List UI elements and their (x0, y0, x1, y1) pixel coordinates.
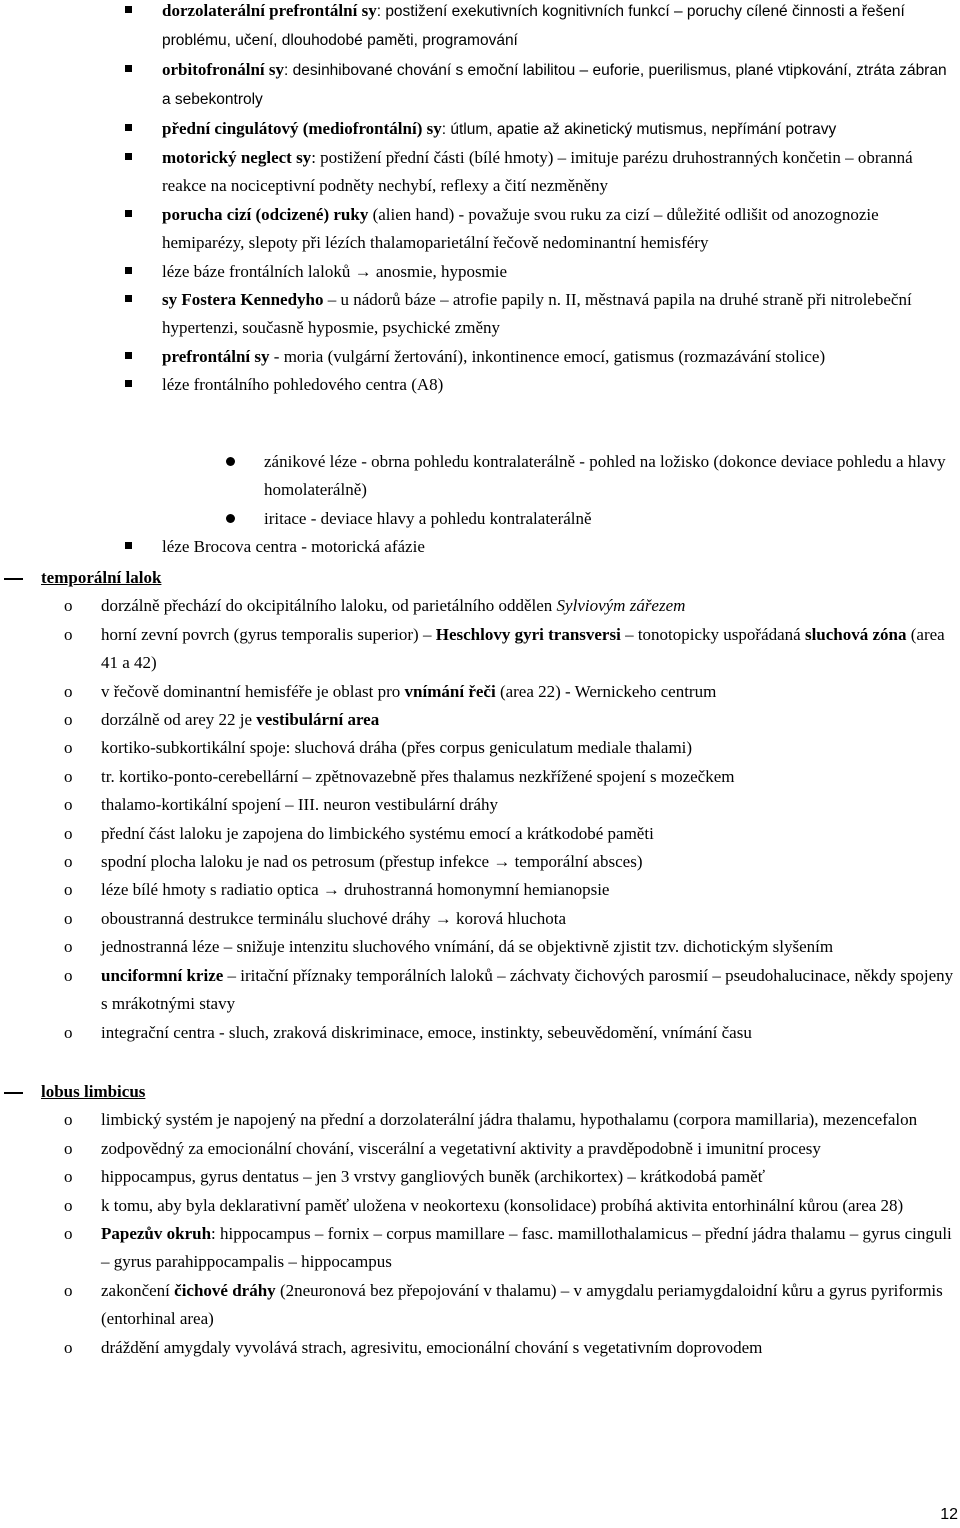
list-item (0, 286, 960, 343)
temporal-heading: temporální lalok (0, 564, 960, 592)
text-run: (alien hand) - považuje svou ruku za cizí – důležité odlišit od anozognozie hemiparézy, slepoty při lézích thalamoparietální řečově nedominantní hemisféry (162, 204, 879, 253)
o-bullet-icon: o (64, 852, 73, 872)
list-item (0, 1334, 960, 1362)
list-item (0, 1277, 960, 1334)
text-run: čichové dráhy (174, 1280, 276, 1300)
list-item (0, 343, 960, 371)
o-bullet-icon: o (64, 596, 73, 616)
list-item (0, 848, 960, 876)
text-run: zakončení (101, 1280, 175, 1300)
o-bullet-icon: o (64, 880, 73, 900)
text-run: jednostranná léze – snižuje intenzitu sluchového vnímání, dá se objektivně zjistit tzv. dichotickým slyšením (101, 937, 834, 957)
text-run: dorzálně přechází do okcipitálního laloku, od parietálního oddělen (101, 596, 557, 616)
list-item (0, 820, 960, 848)
list-item (0, 763, 960, 791)
text-run: v řečově dominantní hemisféře je oblast pro (101, 681, 405, 701)
text-run: (area 41 a 42) (101, 624, 945, 673)
o-bullet-icon: o (64, 965, 73, 985)
o-bullet-icon: o (64, 624, 73, 644)
dash-icon (4, 578, 23, 580)
list-item (0, 1163, 960, 1191)
text-run: – u nádorů báze – atrofie papily n. II, městnavá papila na druhé straně při nitrolebeční hypertenzi, současně hyposmie, psychické změny (162, 290, 912, 338)
gaze-centre-sublist (0, 448, 960, 533)
list-item (0, 592, 960, 620)
list-item (0, 144, 960, 201)
text-run: Papezův okruh (101, 1224, 212, 1244)
text-run: unciformní krize (101, 965, 224, 985)
limbic-section (0, 1078, 960, 1362)
o-bullet-icon: o (64, 1022, 73, 1042)
square-bullet-icon (125, 124, 132, 131)
text-run: : postižení exekutivních kognitivních funkcí – poruchy cílené činnosti a řešení problému, učení, dlouhodobé paměti, programování (162, 3, 905, 50)
o-bullet-icon: o (64, 738, 73, 758)
text-run: zodpovědný za emocionální chování, viscerální a vegetativní aktivity a pravděpodobně i imunitní procesy (101, 1138, 821, 1158)
text-run: léze báze frontálních laloků → anosmie, hyposmie (162, 261, 508, 281)
text-run: (2neuronová bez přepojování v thalamu) – v amygdalu periamygdaloidní kůru a gyrus pyriformis (entorhinal area) (101, 1280, 943, 1329)
list-item (0, 678, 960, 706)
text-run: motorický neglect sy (162, 148, 312, 168)
o-bullet-icon: o (64, 1195, 73, 1215)
text-run: – iritační příznaky temporálních laloků – záchvaty čichových parosmií – pseudohalucinace, někdy spojeny s mrákotnými stavy (101, 965, 954, 1014)
square-bullet-icon (125, 65, 132, 72)
text-run: thalamo-kortikální spojení – III. neuron vestibulární dráhy (101, 795, 499, 815)
list-item (0, 734, 960, 762)
text-run: iritace - deviace hlavy a pohledu kontralaterálně (264, 508, 592, 528)
dash-icon (4, 1092, 23, 1094)
square-bullet-icon (125, 542, 132, 549)
text-run: porucha cizí (odcizené) ruky (162, 204, 369, 224)
text-run: tr. kortiko-ponto-cerebellární – zpětnovazebně přes thalamus nezkřížené spojení s mozečkem (101, 766, 735, 786)
list-item (0, 1135, 960, 1163)
text-run: : postižení přední části (bílé hmoty) – imituje parézu druhostranných končetin – obranná reakce na nociceptivní podněty nechybí, reflexy a čití nezměněny (162, 148, 913, 196)
list-item (0, 115, 960, 144)
text-run: : hippocampus – fornix – corpus mamillare – fasc. mamillothalamicus – přední jádra thalamu – gyrus cinguli – gyrus parahippocampalis – hippocampus (101, 1224, 952, 1272)
text-run: Heschlovy gyri transversi (435, 624, 621, 644)
o-bullet-icon: o (64, 1138, 73, 1158)
o-bullet-icon: o (64, 823, 73, 843)
text-run: vestibulární area (256, 710, 380, 730)
round-bullet-icon (226, 457, 235, 466)
temporal-list (0, 592, 960, 1047)
text-run: přední část laloku je zapojena do limbického systému emocí a krátkodobé paměti (101, 823, 654, 843)
o-bullet-icon: o (64, 1337, 73, 1357)
text-run: : útlum, apatie až akinetický mutismus, nepřímání potravy (441, 120, 837, 138)
limbic-list (0, 1106, 960, 1362)
o-bullet-icon: o (64, 937, 73, 957)
o-bullet-icon: o (64, 1224, 73, 1244)
frontal-syndromes-list (0, 0, 960, 400)
o-bullet-icon: o (64, 908, 73, 928)
list-item (0, 1019, 960, 1047)
limbic-heading: lobus limbicus (0, 1078, 960, 1106)
o-bullet-icon: o (64, 766, 73, 786)
text-run: sy Fostera Kennedyho (162, 290, 324, 310)
text-run: kortiko-subkortikální spoje: sluchová dráha (přes corpus geniculatum mediale thalami) (101, 738, 693, 758)
text-run: prefrontální sy (162, 346, 270, 366)
o-bullet-icon: o (64, 681, 73, 701)
list-item (0, 1220, 960, 1277)
square-bullet-icon (125, 352, 132, 359)
text-run: : desinhibované chování s emoční labilitou – euforie, puerilismus, plané vtipkování, ztráta zábran a sebekontroly (162, 61, 947, 109)
text-run: Sylviovým zářezem (556, 596, 686, 616)
text-run: vnímání řeči (404, 681, 496, 701)
text-run: oboustranná destrukce terminálu sluchové dráhy → korová hluchota (101, 908, 567, 928)
list-item (0, 876, 960, 904)
text-run: limbický systém je napojený na přední a dorzolaterální jádra thalamu, hypothalamu (corpora mamillaria), mezencefalon (101, 1110, 918, 1130)
list-item (0, 258, 960, 286)
square-bullet-icon (125, 380, 132, 387)
text-run: horní zevní povrch (gyrus temporalis superior) – (101, 624, 436, 644)
list-item (0, 201, 960, 258)
list-item (0, 448, 960, 505)
text-run: - moria (vulgární žertování), inkontinence emocí, gatismus (rozmazávání stolice) (269, 346, 826, 366)
text-run: léze frontálního pohledového centra (A8) (162, 375, 444, 395)
square-bullet-icon (125, 267, 132, 274)
temporal-section (0, 564, 960, 1047)
o-bullet-icon: o (64, 1110, 73, 1130)
list-item (0, 933, 960, 961)
broca-item (0, 533, 960, 561)
list-item (0, 371, 960, 399)
list-item (0, 621, 960, 678)
square-bullet-icon (125, 153, 132, 160)
list-item (0, 1106, 960, 1134)
text-run: – tonotopicky uspořádaná (620, 624, 805, 644)
text-run: léze bílé hmoty s radiatio optica → druhostranná homonymní hemianopsie (101, 880, 610, 900)
text-run: spodní plocha laloku je nad os petrosum (přestup infekce → temporální absces) (101, 852, 643, 872)
o-bullet-icon: o (64, 710, 73, 730)
text-run: přední cingulátový (mediofrontální) sy (162, 118, 442, 138)
list-item (0, 706, 960, 734)
list-item (0, 791, 960, 819)
page-number: 12 (940, 1506, 958, 1523)
text-run: hippocampus, gyrus dentatus – jen 3 vrstvy gangliových buněk (archikortex) – krátkodobá paměť (101, 1167, 765, 1187)
square-bullet-icon (125, 6, 132, 13)
text-run: zánikové léze - obrna pohledu kontralaterálně - pohled na ložisko (dokonce deviace pohledu a hlavy homolaterálně) (264, 452, 946, 500)
square-bullet-icon (125, 210, 132, 217)
text-run: orbitofronální sy (162, 59, 285, 79)
o-bullet-icon: o (64, 795, 73, 815)
square-bullet-icon (125, 295, 132, 302)
list-item (0, 1192, 960, 1220)
list-item (0, 0, 960, 56)
o-bullet-icon: o (64, 1280, 73, 1300)
text-run: k tomu, aby byla deklarativní paměť uložena v neokortexu (konsolidace) probíhá aktivita entorhinální kůrou (area 28) (101, 1195, 904, 1215)
text-run: dráždění amygdaly vyvolává strach, agresivitu, emocionální chování s vegetativním doprovodem (101, 1337, 763, 1357)
list-item (0, 56, 960, 115)
text-run: (area 22) - Wernickeho centrum (495, 681, 717, 701)
broca-text: léze Brocova centra - motorická afázie (162, 537, 425, 556)
list-item (0, 962, 960, 1019)
text-run: dorzolaterální prefrontální sy (162, 1, 377, 20)
o-bullet-icon: o (64, 1167, 73, 1187)
text-run: dorzálně od arey 22 je (101, 710, 257, 730)
text-run: sluchová zóna (804, 624, 907, 644)
list-item (0, 905, 960, 933)
list-item (0, 505, 960, 533)
text-run: integrační centra - sluch, zraková diskriminace, emoce, instinkty, sebeuvědomění, vnímání času (101, 1022, 752, 1042)
round-bullet-icon (226, 514, 235, 523)
